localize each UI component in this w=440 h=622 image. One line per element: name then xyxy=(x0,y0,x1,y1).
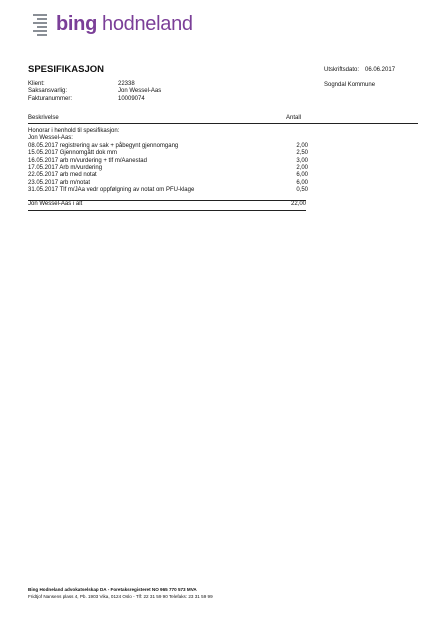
logo-lines-icon xyxy=(33,13,47,35)
footer-company-line: Bing Hodneland advokatselskap DA - Foretaksregisteret NO 965 770 573 MVA xyxy=(28,587,197,592)
document-title: SPESIFIKASJON xyxy=(28,64,105,75)
entry-text: 08.05.2017 registrering av sak + påbegynt gjennomgang xyxy=(28,142,179,149)
total-value: 22,00 xyxy=(290,201,306,207)
entry-amount: 6,00 xyxy=(296,179,308,186)
meta-row-client xyxy=(28,81,161,88)
total-row xyxy=(28,201,306,207)
description-column-header: Beskrivelse xyxy=(28,115,59,121)
logo-hodneland-text: hodneland xyxy=(102,13,193,35)
logo-wordmark xyxy=(56,12,193,36)
meta-row-invoice xyxy=(28,96,161,103)
quantity-column-header: Antall xyxy=(286,115,302,121)
entry-amount: 2,00 xyxy=(296,142,308,149)
list-item xyxy=(28,150,308,157)
intro-text: Honorar i henhold til spesifikasjon: xyxy=(28,128,120,134)
total-divider xyxy=(28,210,306,211)
entry-amount: 3,00 xyxy=(296,157,308,164)
meta-info xyxy=(28,81,161,103)
person-heading: Jon Wessel-Aas: xyxy=(28,135,73,142)
list-item xyxy=(28,172,308,179)
logo-bing-text: bing xyxy=(56,13,98,35)
entry-text: 15.05.2017 Gjennomgått dok mm xyxy=(28,150,118,157)
client-label: Klient: xyxy=(28,81,45,87)
entry-amount: 2,50 xyxy=(296,150,308,157)
header-divider xyxy=(28,123,418,124)
list-item xyxy=(28,165,308,172)
print-date-value: 06.06.2017 xyxy=(365,67,396,73)
client-value: 22338 xyxy=(118,81,135,87)
print-date-label: Utskriftsdato: xyxy=(324,67,360,73)
list-item xyxy=(28,158,308,165)
entry-text: 17.05.2017 Arb m/vurdering xyxy=(28,165,103,172)
invoice-number-value: 10009074 xyxy=(118,95,145,102)
invoice-number-label: Fakturanummer: xyxy=(28,95,73,102)
entry-amount: 2,00 xyxy=(296,165,308,172)
responsible-value: Jon Wessel-Aas xyxy=(118,88,162,95)
list-item xyxy=(28,180,308,187)
footer-address-line: Fridtjof Nansens plass 4, Pb. 1903 Vika, 0124 Oslo - Tlf: 22 31 59 90 Telefaks: 23 31 59 99 xyxy=(28,594,213,599)
entry-text: 31.05.2017 Tlf m/JAa vedr oppfølgning av notat om PFU-klage xyxy=(28,187,195,194)
specification-body xyxy=(28,128,308,195)
page-footer xyxy=(28,586,213,600)
entry-text: 22.05.2017 arb med notat xyxy=(28,172,97,179)
entry-amount: 0,50 xyxy=(296,187,308,194)
entry-text: 23.05.2017 arb m/notat xyxy=(28,179,91,186)
recipient-name: Sogndal Kommune xyxy=(324,82,376,88)
meta-row-responsible xyxy=(28,88,161,95)
responsible-label: Saksansvarlig: xyxy=(28,88,68,95)
list-item xyxy=(28,187,308,194)
company-logo xyxy=(33,11,193,37)
total-label: Jon Wessel-Aas i alt xyxy=(28,201,83,207)
entry-amount: 6,00 xyxy=(296,172,308,179)
entry-text: 16.05.2017 arb m/vurdering + tlf m/Aanestad xyxy=(28,157,147,164)
